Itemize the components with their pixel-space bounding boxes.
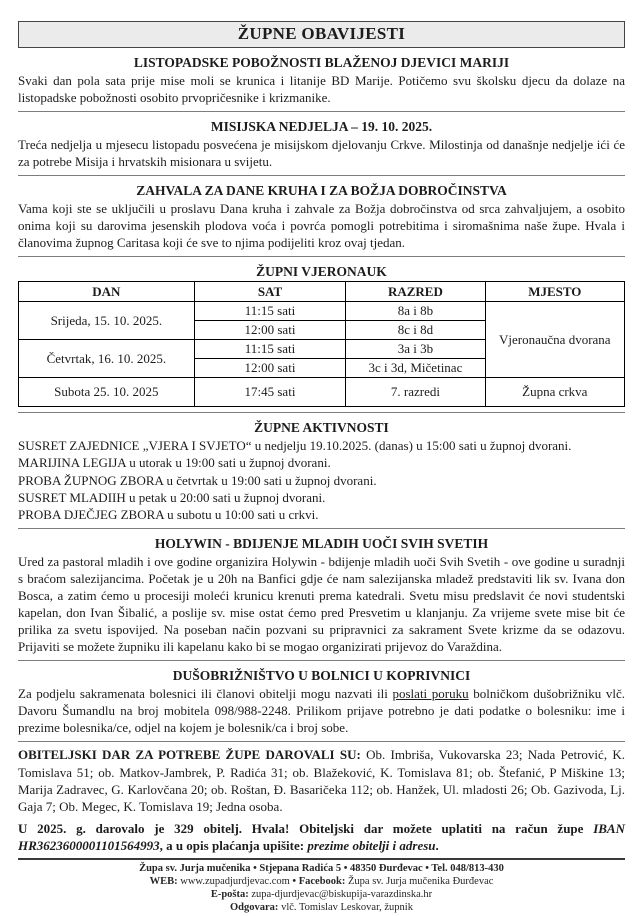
section-body [18, 685, 625, 736]
donors-paragraph [18, 746, 625, 815]
section-heading: HOLYWIN - BDIJENJE MLADIH UOČI SVIH SVETIH [154, 536, 489, 552]
activity-line: MARIJINA LEGIJA u utorak u 19:00 sati u župnoj dvorani. [18, 455, 331, 471]
section-bolnica [18, 668, 625, 736]
section-divider [18, 175, 625, 176]
web-label: WEB: [149, 876, 178, 888]
section-body: Treća nedjelja u mjesecu listopadu posvećena je misijskom djelovanju Crkve. Milostinja od današnje nedjelje ići će za potrebe Misija i hrvatskih misionara u svijetu. [18, 137, 625, 169]
cell-time: 11:15 sati [194, 302, 346, 321]
summary-text: . [435, 837, 439, 853]
footer-web-line [18, 876, 625, 889]
activity-line: PROBA DJEČJEG ZBORA u subotu u 10:00 sati u crkvi. [18, 507, 319, 523]
section-misijska [18, 119, 625, 170]
cell-day: Subota 25. 10. 2025 [19, 378, 195, 407]
section-heading: LISTOPADSKE POBOŽNOSTI BLAŽENOJ DJEVICI MARIJI [133, 55, 510, 70]
activity-line: PROBA ŽUPNOG ZBORA u četvrtak u 19:00 sati u župnoj dvorani. [18, 472, 377, 488]
cell-class: 3a i 3b [346, 340, 485, 359]
section-body: Vama koji ste se uključili u proslavu Dana kruha i zahvale za Božja dobročinstva od srca zahvaljujem, a osobito onima koji su darovima jesenskih plodova voća i povrća pomogli potrebitima i siromašnima naše župe. Hvala i članovima župnog Caritasa koji će sve to njima podijeliti kroz ovaj tjedan. [18, 201, 625, 250]
summary-text: , a u opis plaćanja upišite: [159, 837, 305, 853]
email-label: E-pošta: [210, 888, 249, 900]
section-holywin [18, 536, 625, 655]
footer-parish-line: Župa sv. Jurja mučenika • Stjepana Radića 5 • 48350 Đurđevac • Tel. 048/813-430 [139, 863, 504, 875]
summary-text: U 2025. g. darovalo je 329 obitelj. Hvala! Obiteljski dar možete uplatiti na račun župe [18, 820, 584, 836]
section-divider [18, 256, 625, 257]
cell-place: Vjeronaučna dvorana [485, 302, 624, 378]
footer [18, 863, 625, 914]
bolnica-text-before: Za podjelu sakramenata bolesnici ili članovi obitelji mogu nazvati ili [18, 686, 388, 702]
bolnica-underlined-phrase: poslati poruku [392, 686, 469, 702]
table-row [19, 302, 625, 321]
section-heading: ŽUPNI VJERONAUK [256, 264, 387, 279]
table-header-mjesto: MJESTO [485, 282, 624, 302]
cell-place: Župna crkva [485, 378, 624, 407]
cell-class: 3c i 3d, Mičetinac [346, 359, 485, 378]
responsible-label: Odgovara: [230, 901, 279, 913]
section-divider [18, 660, 625, 661]
cell-class: 8c i 8d [346, 321, 485, 340]
cell-time: 12:00 sati [194, 359, 346, 378]
cell-day: Četvrtak, 16. 10. 2025. [19, 340, 195, 378]
section-heading: DUŠOBRIŽNIŠTVO U BOLNICI U KOPRIVNICI [172, 668, 471, 684]
cell-class: 8a i 8b [346, 302, 485, 321]
section-obiteljski-dar [18, 746, 625, 854]
table-header-row [19, 282, 625, 302]
section-heading: MISIJSKA NEDJELJA – 19. 10. 2025. [210, 119, 433, 134]
donation-summary-paragraph [18, 820, 625, 855]
activity-line: SUSRET MLADIIH u petak u 20:00 sati u župnoj dvorani. [18, 489, 326, 505]
cell-class: 7. razredi [346, 378, 485, 407]
section-divider [18, 741, 625, 742]
bolnica-text-after: bolničkom dušobrižniku vlč. Davoru Šumandlu na broj mobitela 098/988-2248. Prilikom prijave potrebno je dati podatke o bolesniku: ime i prezime bolesnika/ce, odjel na kojem je bolesnik/ca i broj sobe. [18, 686, 626, 736]
section-body: Svaki dan pola sata prije mise moli se krunica i litanije BD Marije. Potičemo svu školsku djecu da dolaze na listopadske pobožnosti osobito prvopričesnike i krizmanike. [18, 73, 625, 105]
section-vjeronauk [18, 264, 625, 407]
table-header-razred: RAZRED [346, 282, 485, 302]
footer-separator [18, 858, 625, 860]
table-header-sat: SAT [194, 282, 346, 302]
section-body: Ured za pastoral mladih i ove godine organizira Holywin - bdijenje mladih uoči Svih Svetih - ove godine u suradnji s braćom salezijancima. Početak je u 20h na Banfici gdje će nam salezijanska mladež predstaviti lik sv. Ivana don Bosca, a zatim ćemo u procesiji moleći krunicu krenuti prema katedrali. Svetu misu predslavit će novi studentski kapelan, don Ivan Šibalić, a poslije sv. mise ostat ćemo pred Presvetim u klanjanju. Za vrijeme svete mise bit će prilika za svetu ispovijed. Na poseban način pozvani su pripravnici za sakrament Svete krizme da se odazovu. Prijaviti se možete župniku ili kapelanu kako bi se mogao organizirati prijevoz do Varaždina. [18, 554, 625, 655]
cell-time: 11:15 sati [194, 340, 346, 359]
section-aktivnosti [18, 420, 625, 523]
activity-line: SUSRET ZAJEDNICE „VJERA I SVJETO“ u nedjelju 19.10.2025. (danas) u 15:00 sati u župnoj dvorani. [18, 438, 572, 453]
footer-email-line [18, 889, 625, 902]
donors-list: Ob. Imbriša, Vukovarska 23; Nada Petrović, K. Tomislava 51; ob. Matkov-Jambrek, P. Radića 31; ob. Blažeković, K. Tomislava 81; ob. Štefanić, P Miškine 13; Marija Zadravec, G. Karlovčana 20; ob. Roštan, Đ. Basaričeka 112; ob. Hanžek, Ul. mladosti 26; Ob. Gazivoda, Lj. Gaja 7; Ob. Megec, K. Tomislava 19; Jedna osoba. [18, 747, 625, 815]
payment-description: prezime obitelji i adresu [307, 837, 436, 853]
section-heading: ZAHVALA ZA DANE KRUHA I ZA BOŽJA DOBROČINSTVA [136, 183, 507, 198]
responsible-value: vlč. Tomislav Leskovar, župnik [281, 901, 413, 913]
cell-time: 12:00 sati [194, 321, 346, 340]
section-heading: ŽUPNE AKTIVNOSTI [254, 420, 389, 435]
footer-responsible-line [18, 902, 625, 915]
facebook-value: Župa sv. Jurja mučenika Đurđevac [348, 876, 494, 888]
cell-time: 17:45 sati [194, 378, 346, 407]
donors-lead: OBITELJSKI DAR ZA POTREBE ŽUPE DAROVALI SU: [18, 747, 361, 763]
web-value: www.zupadjurdjevac.com [180, 876, 290, 888]
section-divider [18, 412, 625, 413]
page-title: ŽUPNE OBAVIJESTI [18, 21, 625, 48]
section-listopadske [18, 55, 625, 106]
facebook-label: • Facebook: [292, 876, 346, 888]
vjeronauk-table [18, 281, 625, 407]
section-zahvala [18, 183, 625, 251]
section-divider [18, 528, 625, 529]
iban-number: IBAN HR3623600001101564993 [18, 820, 625, 853]
cell-day: Srijeda, 15. 10. 2025. [19, 302, 195, 340]
table-header-dan: DAN [19, 282, 195, 302]
table-row [19, 378, 625, 407]
email-value: zupa-djurdjevac@biskupija-varazdinska.hr [251, 888, 433, 900]
section-divider [18, 111, 625, 112]
